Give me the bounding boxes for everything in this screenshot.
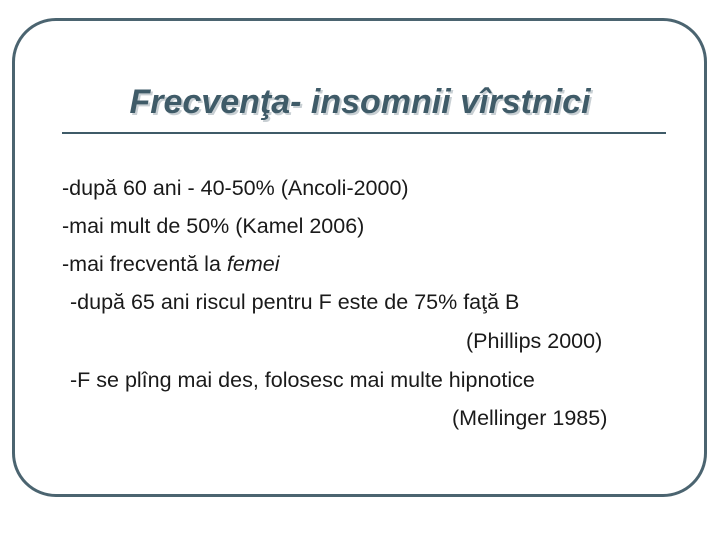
citation-phillips: (Phillips 2000) [466,329,603,353]
bullet-line-women-emphasis: femei [226,252,280,276]
bullet-line-age-60: -după 60 ani - 40-50% (Ancoli-2000) [62,176,409,200]
citation-mellinger: (Mellinger 1985) [452,406,608,430]
bullet-line-women-text: -mai frecventă la [62,252,227,276]
bullet-line-women [62,251,279,277]
bullet-line-hypnotics: -F se plîng mai des, folosesc mai multe hipnotice [70,368,535,392]
bullet-line-kamel: -mai mult de 50% (Kamel 2006) [62,214,365,238]
bullet-line-age-65: -după 65 ani riscul pentru F este de 75% faţă B [70,290,520,314]
title-underline [62,132,666,134]
slide-title: Frecvenţa- insomnii vîrstnici [129,83,591,121]
